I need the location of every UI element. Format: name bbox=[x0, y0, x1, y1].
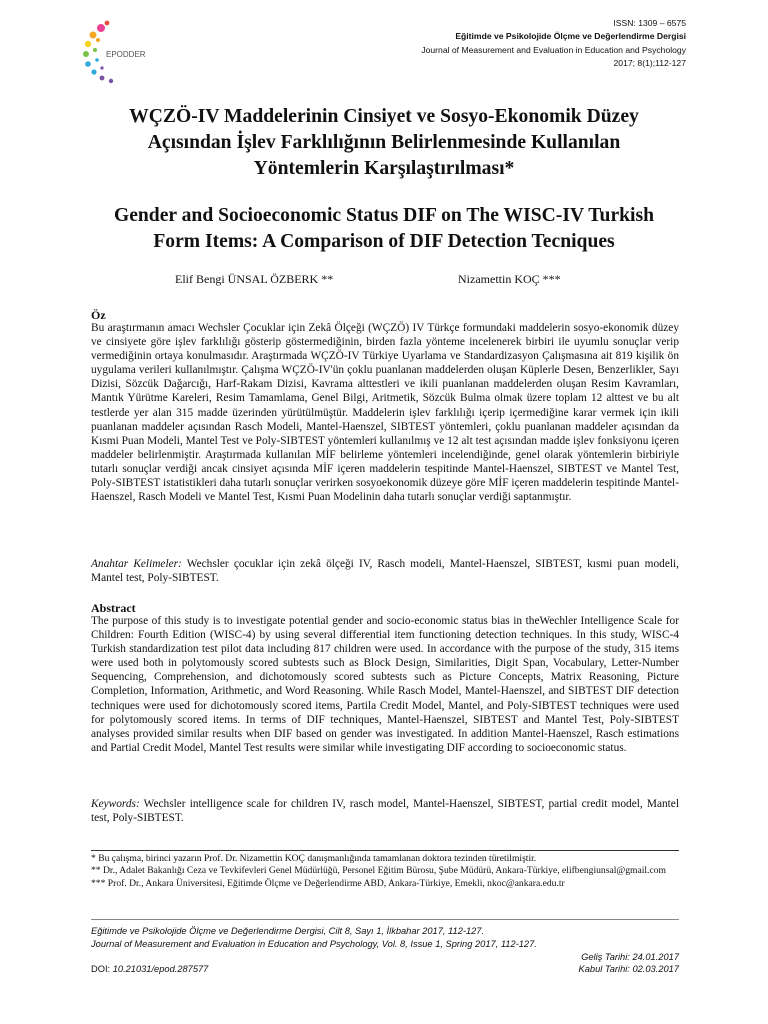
doi bbox=[91, 964, 208, 974]
author-1: Elif Bengi ÜNSAL ÖZBERK ** bbox=[175, 272, 334, 286]
doi-link[interactable]: 10.21031/epod.287577 bbox=[112, 964, 209, 974]
journal-header bbox=[421, 17, 686, 70]
accepted-date: Kabul Tarihi: 02.03.2017 bbox=[578, 964, 679, 975]
footnote-2: ** Dr., Adalet Bakanlığı Ceza ve Tevkifevleri Genel Müdürlüğü, Personel Eğitim Bürosu, Şube Müdürü, Ankara-Türkiye, elifbengiunsal@gmail.com bbox=[91, 865, 666, 877]
journal-logo bbox=[76, 10, 176, 92]
title-tr-line: Yöntemlerin Karşılaştırılması* bbox=[253, 158, 515, 179]
footnotes bbox=[91, 853, 679, 890]
oz-text: Bu araştırmanın amacı Wechsler Çocuklar için Zekâ Ölçeği (WÇZÖ) IV Türkçe formundaki maddelerin sosyo-ekonomik düzey ve cinsiyete göre işlev farklılığı gösterip göstermediğinin, birden fazla yönteme incelenerek birbiri ile uyumlu sonuçlar verip vermediğinin ortaya konulmasıdır. Araştırmada WÇZÖ-IV Türkiye Uyarlama ve Standardizasyon Çalışmasına ait 819 kişilik ön uygulama verileri kullanılmıştır. Çalışma WÇZÖ-IV'ün çoklu puanlanan maddelerden oluşan Küplerle Desen, Benzerlikler, Sayı Dizisi, Sözcük Dağarcığı, Harf-Rakam Dizisi, Kavrama alttestleri ve ikili puanlanan maddelerden oluşan Resim Kavramları, Mantık Yürütme Kareleri, Resim Tamamlama, Genel Bilgi, Aritmetik, Sözcük Bulma olmak üzere toplam 12 alttest ve bu alt testlerde yer alan 315 madde üzerinden yürütülmüştür. Maddelerin işlev farklılığı içerip içermediğine karar vermek için ikili puanlanan maddeler açısından Rasch Modeli, Mantel-Haenszel, SIBTEST yöntemleri, çoklu puanlanan maddeler açısından da Kısmi Puan Modeli, Mantel Test ve Poly-SIBTEST yöntemleri kullanılmış ve 12 alt test açısından madde işlev fonksiyonu içeren maddeler belirlenmiştir. Araştırmada kullanılan MİF belirleme yöntemleri incelendiğinde, genel olarak yöntemlerin birbiriyle tutarlı sonuçlar verdiği ancak cinsiyet açısında MİF içeren maddelerin tespitinde Mantel-Haenszel, SIBTEST ve Mantel Test, Poly-SIBTEST istatistikleri daha tutarlı sonuçlar verirken sosyoekonomik düzeye göre MİF içeren maddelerin tespitinde Mantel-Haenszel, Rasch Modeli ve Mantel Test, Kısmi Puan Modelinin daha tutarlı sonuçlar verdiği saptanmıştır. bbox=[91, 322, 679, 504]
article-dates bbox=[579, 951, 679, 975]
article-title-en bbox=[80, 203, 688, 255]
footnote-1: * Bu çalışma, birinci yazarın Prof. Dr. Nizamettin KOÇ danışmanlığında tamamlanan doktora tezinden türetilmiştir. bbox=[91, 853, 537, 864]
author-2: Nizamettin KOÇ *** bbox=[458, 272, 561, 286]
keywords-tr-label: Anahtar Kelimeler: bbox=[91, 558, 182, 570]
logo-brand-text: EPODDER bbox=[106, 50, 146, 59]
keywords-tr-text: Wechsler çocuklar için zekâ ölçeği IV, Rasch modeli, Mantel-Haenszel, SIBTEST, kısmi puan modeli, Mantel test, Poly-SIBTEST. bbox=[91, 558, 680, 585]
journal-title-en: Journal of Measurement and Evaluation in Education and Psychology bbox=[421, 44, 686, 55]
article-title-tr bbox=[80, 104, 688, 182]
oz-heading: Öz bbox=[91, 308, 106, 322]
journal-title-tr: Eğitimde ve Psikolojide Ölçme ve Değerlendirme Dergisi bbox=[455, 31, 686, 42]
epodder-logo-icon bbox=[76, 10, 176, 92]
keywords-en-text: Wechsler intelligence scale for children IV, rasch model, Mantel-Haenszel, SIBTEST, partial credit model, Mantel test, Poly-SIBTEST. bbox=[91, 798, 679, 825]
title-tr-line: Açısından İşlev Farklılığının Belirlenmesinde Kullanılan bbox=[147, 132, 621, 153]
doi-label: DOI: bbox=[91, 964, 113, 974]
title-tr-line: WÇZÖ-IV Maddelerinin Cinsiyet ve Sosyo-Ekonomik Düzey bbox=[129, 106, 639, 127]
citation-en: Journal of Measurement and Evaluation in Education and Psychology, Vol. 8, Issue 1, Spring 2017, 112-127. bbox=[91, 939, 537, 949]
citation-divider bbox=[91, 919, 679, 920]
title-en-line: Form Items: A Comparison of DIF Detection Tecniques bbox=[153, 231, 615, 252]
received-date: Geliş Tarihi: 24.01.2017 bbox=[581, 952, 679, 962]
abstract-text: The purpose of this study is to investigate potential gender and socio-economic status bias in theWechler Intelligence Scale for Children: Fourth Edition (WISC-4) by using several differential item functioning detection techniques. In this study, WISC-4 Turkish standardization test pilot data including 817 children were used. In accordance with the purpose of the study, 315 items were used both in polytomously scored subtests such as Block Design, Similarities, Digit Span, Vocabulary, Letter-Number Sequencing, Comprehension, and dichotomously scored subtests such as Picture Concepts, Matrix Reasoning, Picture Completion, Information, Arithmetic, and Word Reasoning. While Rasch Model, Mantel-Haenszel, and SIBTEST DIF detection techniques were used for dichotomously scored items, Partila Credit Model, Mantel, and Poly-SIBTEST techniques were used for polytomously scored items. In terms of DIF techniques, Mantel-Haenszel, SIBTEST and Mantel Test, Poly-SIBTEST analyses provided similar results when DIF based on gender was investigated. In addition Mantel-Haenszel, Rasch estimations and Partial Credit Model, Mantel Test results were similar while investigating DIF according to socioeconomic status. bbox=[91, 615, 679, 754]
keywords-en bbox=[91, 797, 679, 825]
keywords-tr bbox=[91, 557, 679, 585]
footnote-divider bbox=[91, 850, 679, 851]
abstract-heading: Abstract bbox=[91, 601, 136, 615]
journal-volume: 2017; 8(1);112-127 bbox=[613, 57, 686, 68]
keywords-en-label: Keywords: bbox=[91, 798, 140, 810]
footnote-3: *** Prof. Dr., Ankara Üniversitesi, Eğitimde Ölçme ve Değerlendirme ABD, Ankara-Türkiye, Emekli, nkoc@ankara.edu.tr bbox=[91, 877, 565, 889]
title-en-line: Gender and Socioeconomic Status DIF on The WISC-IV Turkish bbox=[113, 205, 655, 226]
citation-tr: Eğitimde ve Psikolojide Ölçme ve Değerlendirme Dergisi, Cilt 8, Sayı 1, İlkbahar 2017, 112-127. bbox=[91, 926, 485, 936]
issn: ISSN: 1309 – 6575 bbox=[613, 18, 686, 28]
